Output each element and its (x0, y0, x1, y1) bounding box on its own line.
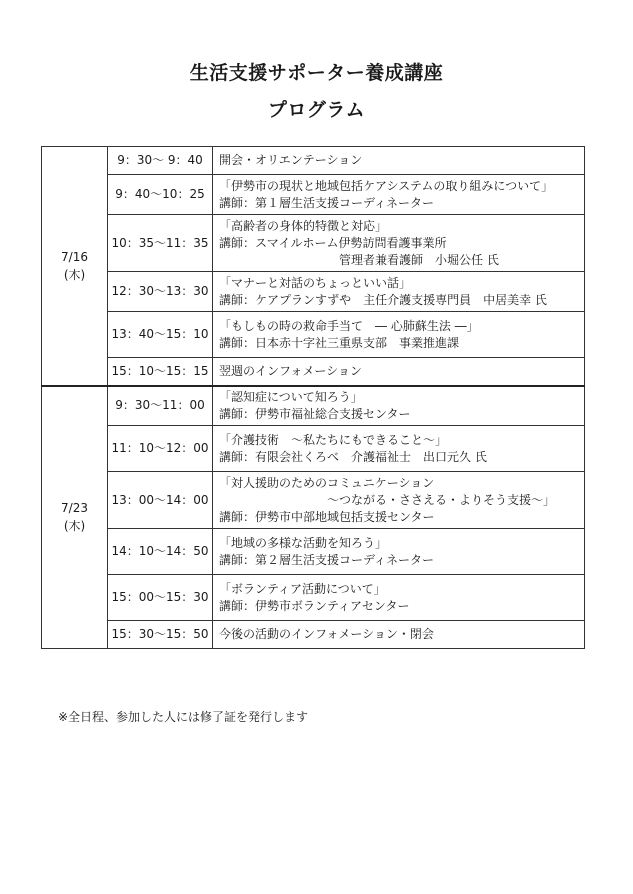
session-content (213, 386, 585, 426)
session-detail: ～つながる・ささえる・よりそう支援～」 (219, 492, 556, 507)
session-time: 15：00～15：30 (108, 575, 213, 621)
session-time: 15：10～15：15 (108, 358, 213, 386)
session-content (213, 147, 585, 175)
session-detail: 講師：伊勢市ボランティアセンター (219, 598, 410, 613)
session-time: 15：30～15：50 (108, 621, 213, 649)
session-detail: 講師：ケアプランすずや 主任介護支援専門員 中居美幸 氏 (219, 292, 547, 307)
session-topic: 「認知症について知ろう」 (219, 389, 363, 404)
session-detail: 講師：日本赤十字社三重県支部 事業推進課 (219, 335, 460, 350)
session-content (213, 621, 585, 649)
session-topic: 「介護技術 ～私たちにもできること～」 (219, 432, 448, 447)
session-detail: 管理者兼看護師 小堀公任 氏 (219, 252, 499, 267)
session-date: 7/16 (61, 249, 88, 264)
session-date: 7/23 (61, 501, 88, 516)
session-detail: 講師：スマイルホーム伊勢訪問看護事業所 (219, 235, 447, 250)
session-time: 10：35～11：35 (108, 215, 213, 272)
schedule-row (42, 386, 585, 426)
session-detail: 講師：伊勢市福祉総合支援センター (219, 406, 411, 421)
session-time: 14：10～14：50 (108, 529, 213, 575)
session-time: 9：30～ 9：40 (108, 147, 213, 175)
session-weekday: (木) (63, 519, 86, 534)
session-topic: 「もしもの時の救命手当て ― 心肺蘇生法 ―」 (219, 318, 479, 333)
session-time: 9：40～10：25 (108, 175, 213, 215)
schedule-row (42, 621, 585, 649)
session-topic: 「ボランティア活動について」 (219, 581, 386, 596)
session-content (213, 472, 585, 529)
session-detail: 講師：伊勢市中部地域包括支援センター (219, 509, 435, 524)
date-cell (42, 147, 108, 386)
session-topic: 「マナーと対話のちょっといい話」 (219, 275, 412, 290)
session-topic: 「伊勢市の現状と地域包括ケアシステムの取り組みについて」 (219, 178, 554, 193)
session-topic: 翌週のインフォメーション (219, 363, 362, 378)
session-content (213, 575, 585, 621)
session-content (213, 312, 585, 358)
session-content (213, 426, 585, 472)
session-time: 13：40～15：10 (108, 312, 213, 358)
session-topic: 「地域の多様な活動を知ろう」 (219, 535, 388, 550)
session-content (213, 175, 585, 215)
schedule-row (42, 175, 585, 215)
session-time: 13：00～14：00 (108, 472, 213, 529)
schedule-row (42, 426, 585, 472)
schedule-row (42, 147, 585, 175)
session-detail: 講師：第２層生活支援コーディネーター (219, 552, 435, 567)
date-cell (42, 386, 108, 649)
session-topic: 開会・オリエンテーション (219, 153, 363, 167)
session-time: 12：30～13：30 (108, 272, 213, 312)
document-title: 生活支援サポーター養成講座 (189, 62, 444, 84)
session-topic: 今後の活動のインフォメーション・閉会 (219, 627, 434, 641)
session-detail: 講師：第１層生活支援コーディネーター (219, 195, 435, 210)
schedule-row (42, 529, 585, 575)
session-time: 9：30～11：00 (108, 386, 213, 426)
session-time: 11：10～12：00 (108, 426, 213, 472)
session-topic: 「対人援助のためのコミュニケーション (219, 475, 435, 490)
program-table (41, 146, 585, 649)
schedule-row (42, 215, 585, 272)
schedule-row (42, 472, 585, 529)
session-weekday: (木) (63, 267, 86, 282)
schedule-row (42, 272, 585, 312)
session-topic: 「高齢者の身体的特徴と対応」 (219, 218, 388, 233)
session-content (213, 215, 585, 272)
session-content (213, 358, 585, 386)
document-subtitle: プログラム (267, 99, 366, 121)
schedule-row (42, 312, 585, 358)
session-content (213, 272, 585, 312)
schedule-row (42, 575, 585, 621)
certificate-note: ※全日程、参加した人には修了証を発行します (58, 710, 309, 724)
session-detail: 講師：有限会社くろべ 介護福祉士 出口元久 氏 (219, 449, 487, 464)
session-content (213, 529, 585, 575)
schedule-row (42, 358, 585, 386)
